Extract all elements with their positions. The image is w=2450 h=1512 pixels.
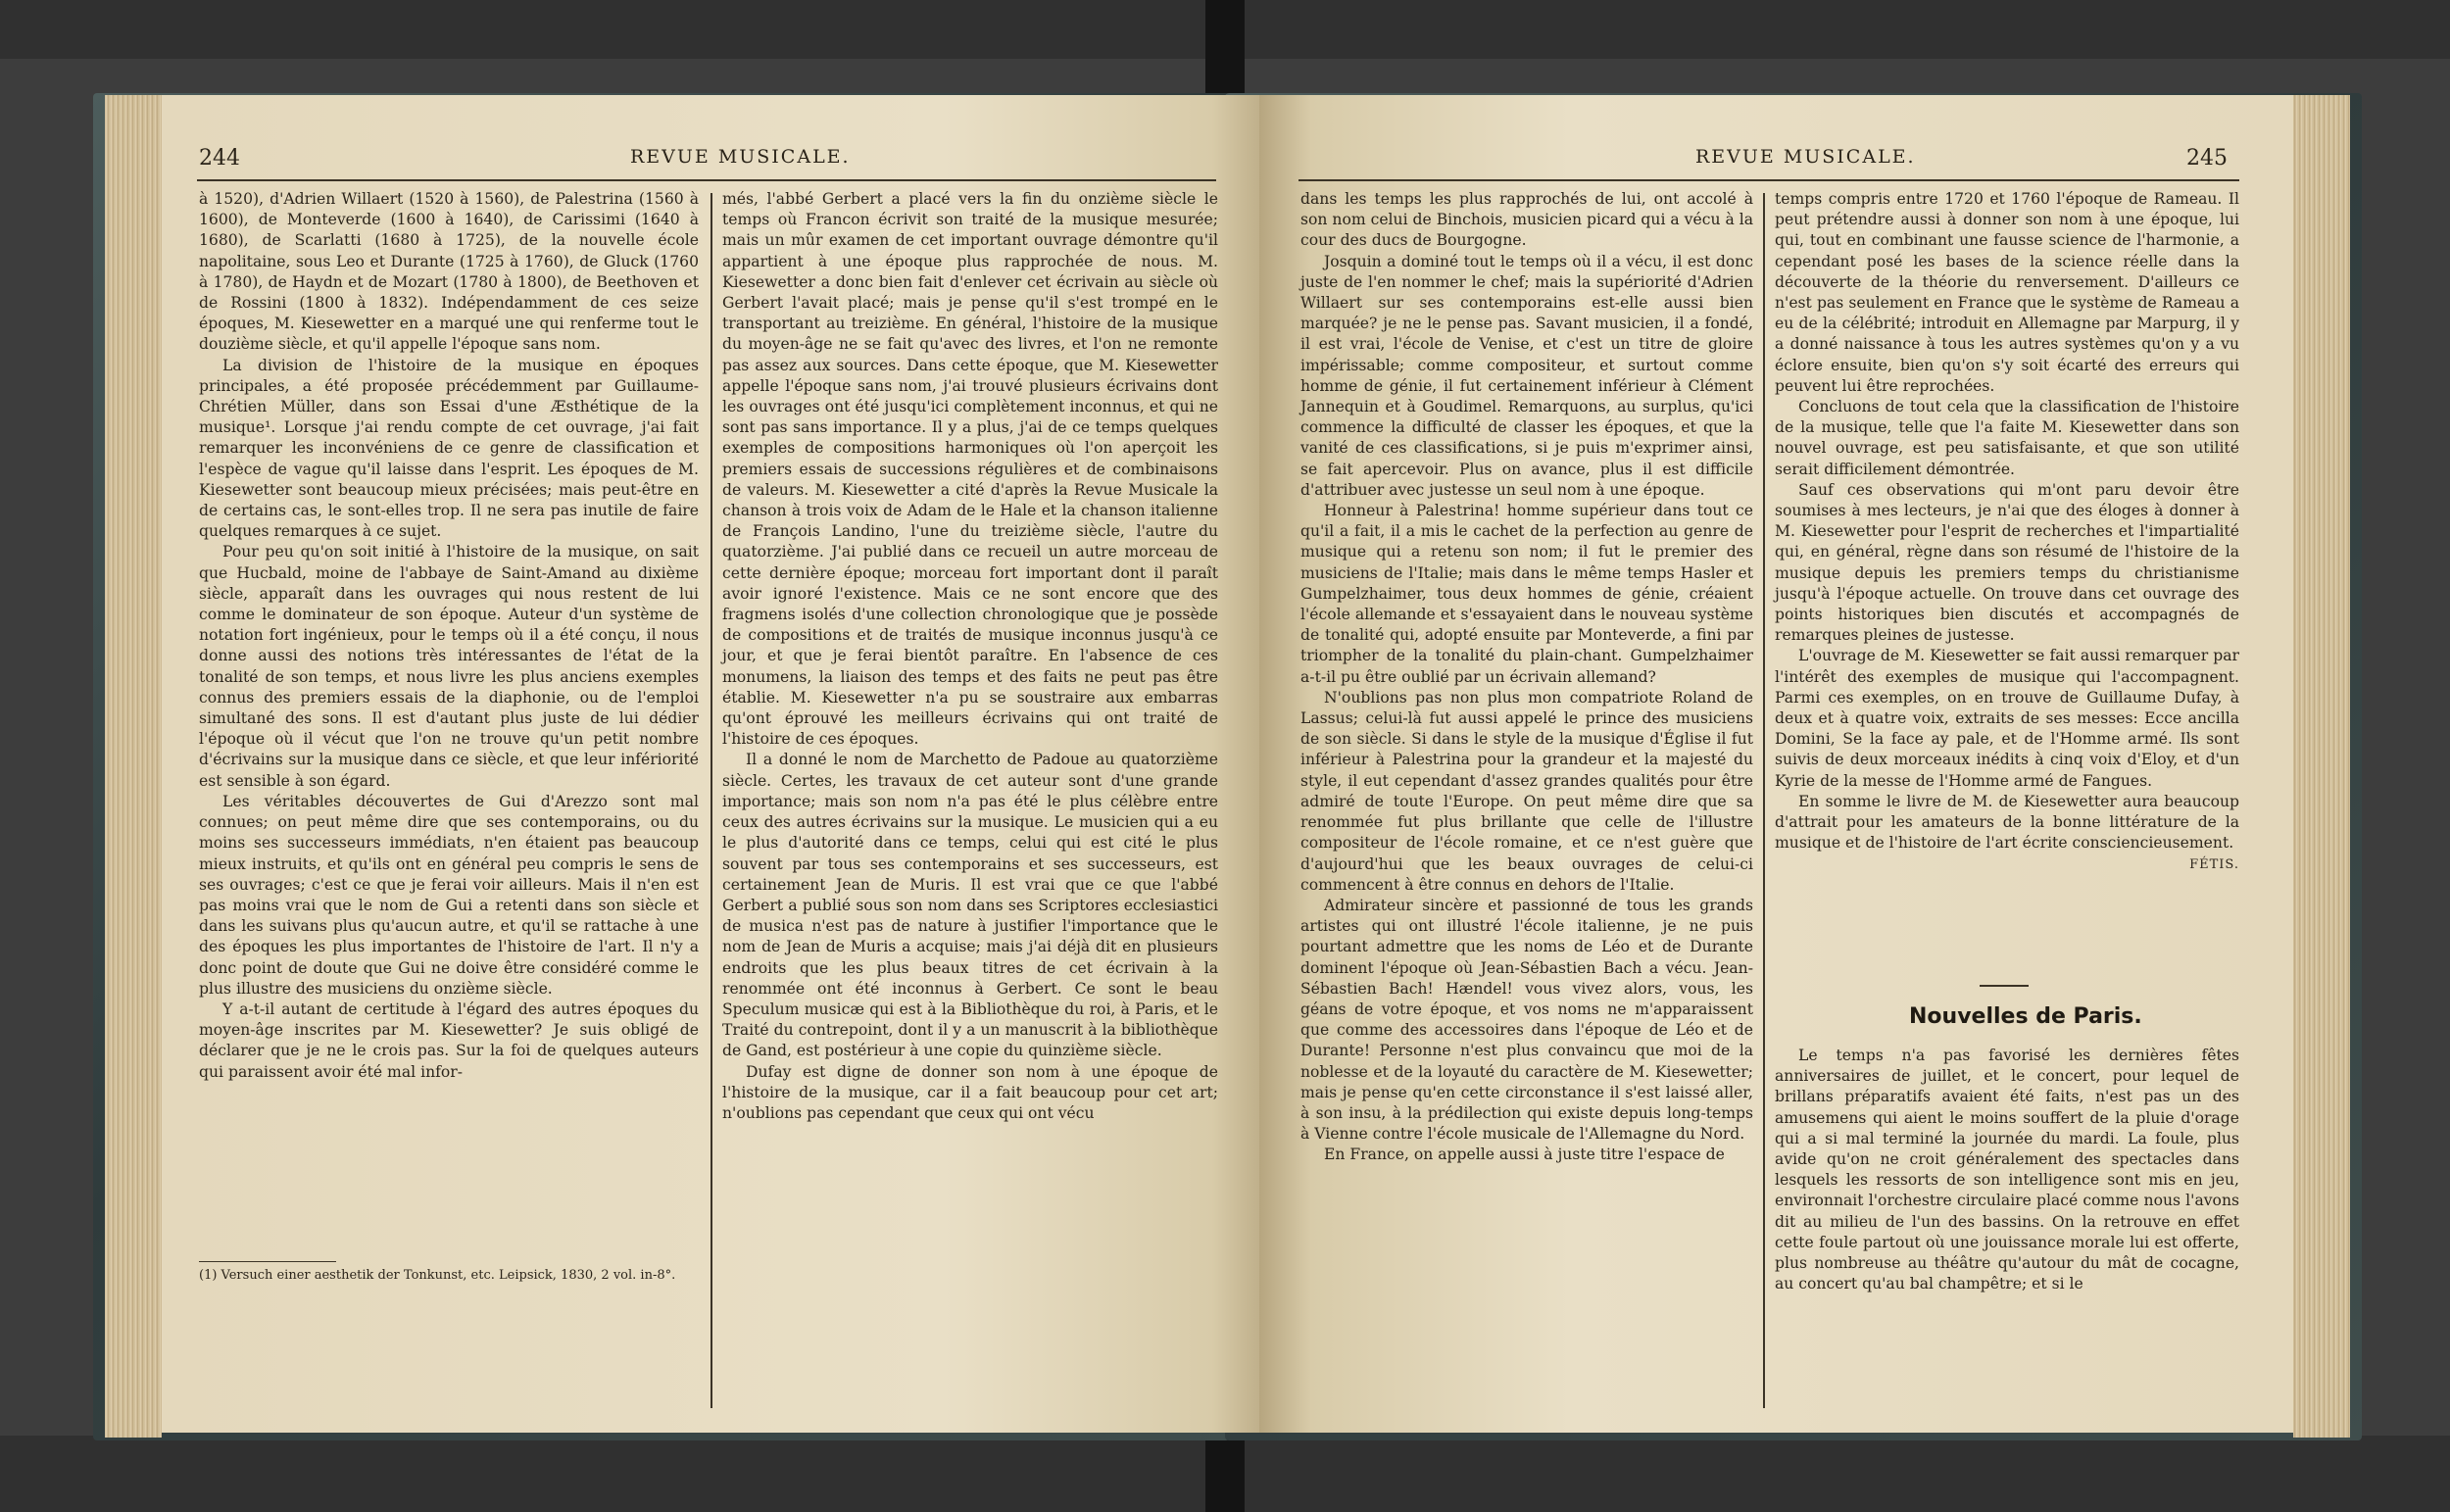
paragraph: En somme le livre de M. de Kiesewetter aura beaucoup d'attrait pour les amateurs de la bonne littérature de la musique et de l'histoire de l'art écrite consciencieusement. xyxy=(1775,792,2239,853)
paragraph: més, l'abbé Gerbert a placé vers la fin du onzième siècle le temps où Francon écrivit son traité de la musique mesurée; mais un mûr examen de cet important ouvrage démontre qu'il appartient à une époque plus rapprochée de nous. M. Kiesewetter a donc bien fait d'enlever cet écrivain au siècle où Gerbert l'avait placé; mais je pense qu'il s'est trompé en le transportant au treizième. En général, l'histoire de la musique du moyen-âge ne se fait qu'avec des livres, et l'on ne remonte pas assez aux sources. Dans cette époque, que M. Kiesewetter appelle l'époque sans nom, j'ai trouvé plusieurs écrivains dont les ouvrages ont été jusqu'ici complètement inconnus, et qui ne sont pas sans importance. Il y a plus, j'ai de ce temps quelques exemples de compositions harmoniques où l'on aperçoit les premiers essais de successions régulières et de combinaisons de valeurs. M. Kiesewetter a cité d'après la Revue Musicale la chanson à trois voix de Adam de le Hale et la chanson italienne de François Landino, l'une du treizième siècle, l'autre du quatorzième. J'ai publié dans ce recueil un autre morceau de cette dernière époque; morceau fort important dont il paraît avoir ignoré l'existence. Mais ce ne sont encore que des fragmens isolés d'une collection chronologique que je possède de compositions et de traités de musique inconnus jusqu'à ce jour, et que je ferai bientôt paraître. En l'absence de ces monumens, la liaison des temps et des faits ne peut pas être établie. M. Kiesewetter n'a pu se soustraire aux embarras qu'ont éprouvé les meilleurs écrivains qui ont traité de l'histoire de ces époques. xyxy=(722,190,1218,749)
right-column-2 xyxy=(1775,189,2239,875)
right-column-divider xyxy=(1763,193,1765,1408)
paragraph: La division de l'histoire de la musique en époques principales, a été proposée précédemment par Guillaume-Chrétien Müller, dans son Essai d'une Æsthétique de la musique¹. Lorsque j'ai rendu compte de cet ouvrage, j'ai fait remarquer les inconvéniens de ce genre de classification et l'espèce de vague qu'il laisse dans l'esprit. Les époques de M. Kiesewetter sont beaucoup mieux précisées; mais peut-être en de certains cas, le sont-elles trop. Il ne sera pas inutile de faire quelques remarques à ce sujet. xyxy=(199,356,699,541)
left-column-divider xyxy=(710,193,712,1408)
paragraph: temps compris entre 1720 et 1760 l'époque de Rameau. Il peut prétendre aussi à donner son nom à une époque, lui qui, tout en combinant une fausse science de l'harmonie, a cependant posé les bases de la science réelle dans la découverte de la théorie du renversement. D'ailleurs ce n'est pas seulement en France que le système de Rameau a eu de la célébrité; introduit en Allemagne par Marpurg, il y a donné naissance à tous les autres systèmes qu'on y a vu éclore ensuite, bien qu'on s'y soit écarté des erreurs qui peuvent lui être reprochées. xyxy=(1775,190,2239,395)
paragraph: Josquin a dominé tout le temps où il a vécu, il est donc juste de l'en nommer le chef; mais la supériorité d'Adrien Willaert sur ses contemporains est-elle aussi bien marquée? je ne le pense pas. Savant musicien, il a fondé, il est vrai, l'école de Venise, et c'est un titre de gloire impérissable; comme compositeur, et surtout comme homme de génie, il fut certainement inférieur à Clément Jannequin et à Goudimel. Remarquons, au surplus, qu'ici commence la difficulté de classer les époques, et que la vanité de ces classifications, si je puis m'exprimer ainsi, se fait apercevoir. Plus on avance, plus il est difficile d'attribuer avec justesse un seul nom à une époque. xyxy=(1300,252,1753,499)
right-page-number: 245 xyxy=(2186,146,2228,171)
author-signature: FÉTIS. xyxy=(2189,856,2239,872)
footnote: (1) Versuch einer aesthetik der Tonkunst, etc. Leipsick, 1830, 2 vol. in-8°. xyxy=(199,1268,676,1283)
paragraph: Concluons de tout cela que la classification de l'histoire de la musique, telle que l'a faite M. Kiesewetter dans son nouvel ouvrage, est peu satisfaisante, et que son utilité serait difficilement démontrée. xyxy=(1775,398,2239,478)
right-column-1 xyxy=(1300,189,1753,1166)
left-page xyxy=(162,95,1279,1433)
paragraph: En France, on appelle aussi à juste titre l'espace de xyxy=(1324,1146,1725,1164)
right-running-head: REVUE MUSICALE. xyxy=(1695,146,1916,168)
right-header-rule xyxy=(1298,179,2239,181)
paragraph: L'ouvrage de M. Kiesewetter se fait aussi remarquer par l'intérêt des exemples de musique qui l'accompagnent. Parmi ces exemples, on en trouve de Guillaume Dufay, à deux et à quatre voix, extraits de ses messes: Ecce ancilla Domini, Se la face ay pale, et de l'Homme armé. Ils sont suivis de deux morceaux inédits à cinq voix d'Eloy, et d'un Kyrie de la messe de l'Homme armé de Fangues. xyxy=(1775,647,2239,790)
left-running-head: REVUE MUSICALE. xyxy=(630,146,851,168)
paragraph: N'oublions pas non plus mon compatriote Roland de Lassus; celui-là fut aussi appelé le prince des musiciens de son siècle. Si dans le style de la musique d'Église il fut inférieur à Palestrina pour la grandeur et la majesté du style, il eut cependant d'assez grandes qualités pour être admiré de toute l'Europe. On peut même dire que sa renommée fut plus brillante que celle de l'illustre compositeur de l'école romaine, et ce n'est guère que d'aujourd'hui que les beaux ouvrages de celui-ci commencent à être connus en dehors de l'Italie. xyxy=(1300,688,1753,894)
section-rule xyxy=(1980,985,2029,987)
paragraph: Y a-t-il autant de certitude à l'égard des autres époques du moyen-âge inscrites par M. Kiesewetter? Je suis obligé de déclarer que je ne le crois pas. Sur la foi de quelques auteurs qui paraissent avoir été mal infor- xyxy=(199,1000,699,1081)
left-header-rule xyxy=(197,179,1216,181)
paragraph: Le temps n'a pas favorisé les dernières fêtes anniversaires de juillet, et le concert, pour lequel de brillans préparatifs avaient été faits, n'est pas un des amusemens qui aient le moins souffert de la pluie d'orage qui a si mal terminé la journée du mardi. La foule, plus avide qu'on ne croit généralement des spectacles dans lesquels les ressorts de son intelligence sont mis en jeu, environnait l'orchestre circulaire placé comme nous l'avons dit au milieu de l'un des bassins. On la retrouve en effet cette foule partout où une jouissance morale lui est offerte, plus nombreuse au théâtre qu'autour du mât de cocagne, au concert qu'au bal champêtre; et si le xyxy=(1775,1047,2239,1293)
right-page xyxy=(1259,95,2293,1433)
paragraph: Sauf ces observations qui m'ont paru devoir être soumises à mes lecteurs, je n'ai que des éloges à donner à M. Kiesewetter pour l'esprit de recherches et l'impartialité qui, en général, règne dans son résumé de l'histoire de la musique depuis les premiers temps du christianisme jusqu'à l'époque actuelle. On trouve dans cet ouvrage des points historiques bien discutés et accompagnés de remarques pleines de justesse. xyxy=(1775,480,2239,645)
paragraph: Admirateur sincère et passionné de tous les grands artistes qui ont illustré l'école italienne, je ne puis pourtant admettre que les noms de Léo et de Durante dominent l'époque où Jean-Sébastien Bach a vécu. Jean-Sébastien Bach! Hændel! vous vivez alors, vous, les géans de votre époque, et vos noms ne m'apparaissent que comme des accessoires dans l'époque de Léo et de Durante! Personne n'est plus convaincu que moi de la noblesse et de la loyauté du caractère de M. Kiesewetter; mais je pense qu'en cette circonstance il s'est laissé aller, à son insu, à la prédilection qui existe depuis long-temps à Vienne contre l'école musicale de l'Allemagne du Nord. xyxy=(1300,896,1753,1144)
right-column-2-news xyxy=(1775,1046,2239,1294)
paragraph: Dufay est digne de donner son nom à une époque de l'histoire de la musique, car il a fait beaucoup pour cet art; n'oublions pas cependant que ceux qui ont vécu xyxy=(722,1062,1218,1122)
left-column-1 xyxy=(199,189,699,1083)
footnote-rule xyxy=(199,1261,336,1262)
open-book xyxy=(93,83,2362,1440)
left-page-number: 244 xyxy=(199,146,240,171)
paragraph: Honneur à Palestrina! homme supérieur dans tout ce qu'il a fait, il a mis le cachet de la perfection au genre de musique qui a retenu son nom; il fut le premier des musiciens de l'Italie; mais dans le même temps Hasler et Gumpelzhaimer, tous deux hommes de génie, créaient l'école allemande et s'essayaient dans le nouveau système de tonalité qui, adopté ensuite par Monteverde, a fini par triompher de la tonalité du plain-chant. Gumpelzhaimer a-t-il pu être oublié par un écrivain allemand? xyxy=(1300,502,1753,686)
paragraph: Il a donné le nom de Marchetto de Padoue au quatorzième siècle. Certes, les travaux de cet auteur sont d'une grande importance; mais son nom n'a pas été le plus célèbre entre ceux des autres écrivains sur la musique. Le musicien qui a eu le plus d'autorité dans ce temps, celui qui est cité le plus souvent par tous ses contemporains et ses successeurs, est certainement Jean de Muris. Il est vrai que ce que l'abbé Gerbert a publié sous son nom dans ses Scriptores ecclesiastici de musica n'est pas de nature à justifier l'importance que le nom de Jean de Muris a acquise; mais j'ai déjà dit en plusieurs endroits que les plus beaux titres de cet écrivain à la renommée ont été inconnus à Gerbert. Ce sont le beau Speculum musicæ qui est à la Bibliothèque du roi, à Paris, et le Traité du contrepoint, dont il y a un manuscrit à la bibliothèque de Gand, est postérieur à une copie du quinzième siècle. xyxy=(722,751,1218,1060)
paragraph: à 1520), d'Adrien Willaert (1520 à 1560), de Palestrina (1560 à 1600), de Monteverde (1600 à 1640), de Carissimi (1640 à 1680), de Scarlatti (1680 à 1725), de la nouvelle école napolitaine, sous Leo et Durante (1725 à 1760), de Gluck (1760 à 1780), de Haydn et de Mozart (1780 à 1800), de Beethoven et de Rossini (1800 à 1832). Indépendamment de ces seize époques, M. Kiesewetter en a marqué une qui renferme tout le douzième siècle, et qu'il appelle l'époque sans nom. xyxy=(199,190,699,354)
section-heading: Nouvelles de Paris. xyxy=(1909,1004,2142,1029)
left-column-2 xyxy=(722,189,1218,1124)
paragraph: Les véritables découvertes de Gui d'Arezzo sont mal connues; on peut même dire que ses contemporains, ou du moins ses successeurs immédiats, n'en étaient pas beaucoup mieux instruits, et qu'ils ont en général peu compris le sens de ses ouvrages; c'est ce que je ferai voir ailleurs. Mais il n'en est pas moins vrai que le nom de Gui a retenti dans son siècle et dans les suivans plus qu'aucun autre, et qu'il se rattache à une des époques les plus importantes de l'histoire de l'art. Il n'y a donc point de doute que Gui ne doive être considéré comme le plus illustre des musiciens du onzième siècle. xyxy=(199,792,699,998)
paragraph: Pour peu qu'on soit initié à l'histoire de la musique, on sait que Hucbald, moine de l'abbaye de Saint-Amand au dixième siècle, apparaît dans les ouvrages qui nous restent de lui comme le dominateur de son époque. Auteur d'un système de notation fort ingénieux, pour le temps où il a été conçu, il nous donne aussi des notions très intéressantes de l'état de la tonalité de son temps, et nous livre les plus anciens exemples connus des premiers essais de la diaphonie, ou de l'emploi simultané des sons. Il est d'autant plus juste de lui dédier l'époque où il vécut que l'on ne trouve qu'un petit nombre d'écrivains sur la musique dans ce siècle, et que leur infériorité est sensible à son égard. xyxy=(199,543,699,790)
right-page-edges xyxy=(2293,95,2350,1438)
left-page-edges xyxy=(105,95,162,1438)
paragraph: dans les temps les plus rapprochés de lui, ont accolé à son nom celui de Binchois, musicien picard qui a vécu à la cour des ducs de Bourgogne. xyxy=(1300,190,1753,250)
